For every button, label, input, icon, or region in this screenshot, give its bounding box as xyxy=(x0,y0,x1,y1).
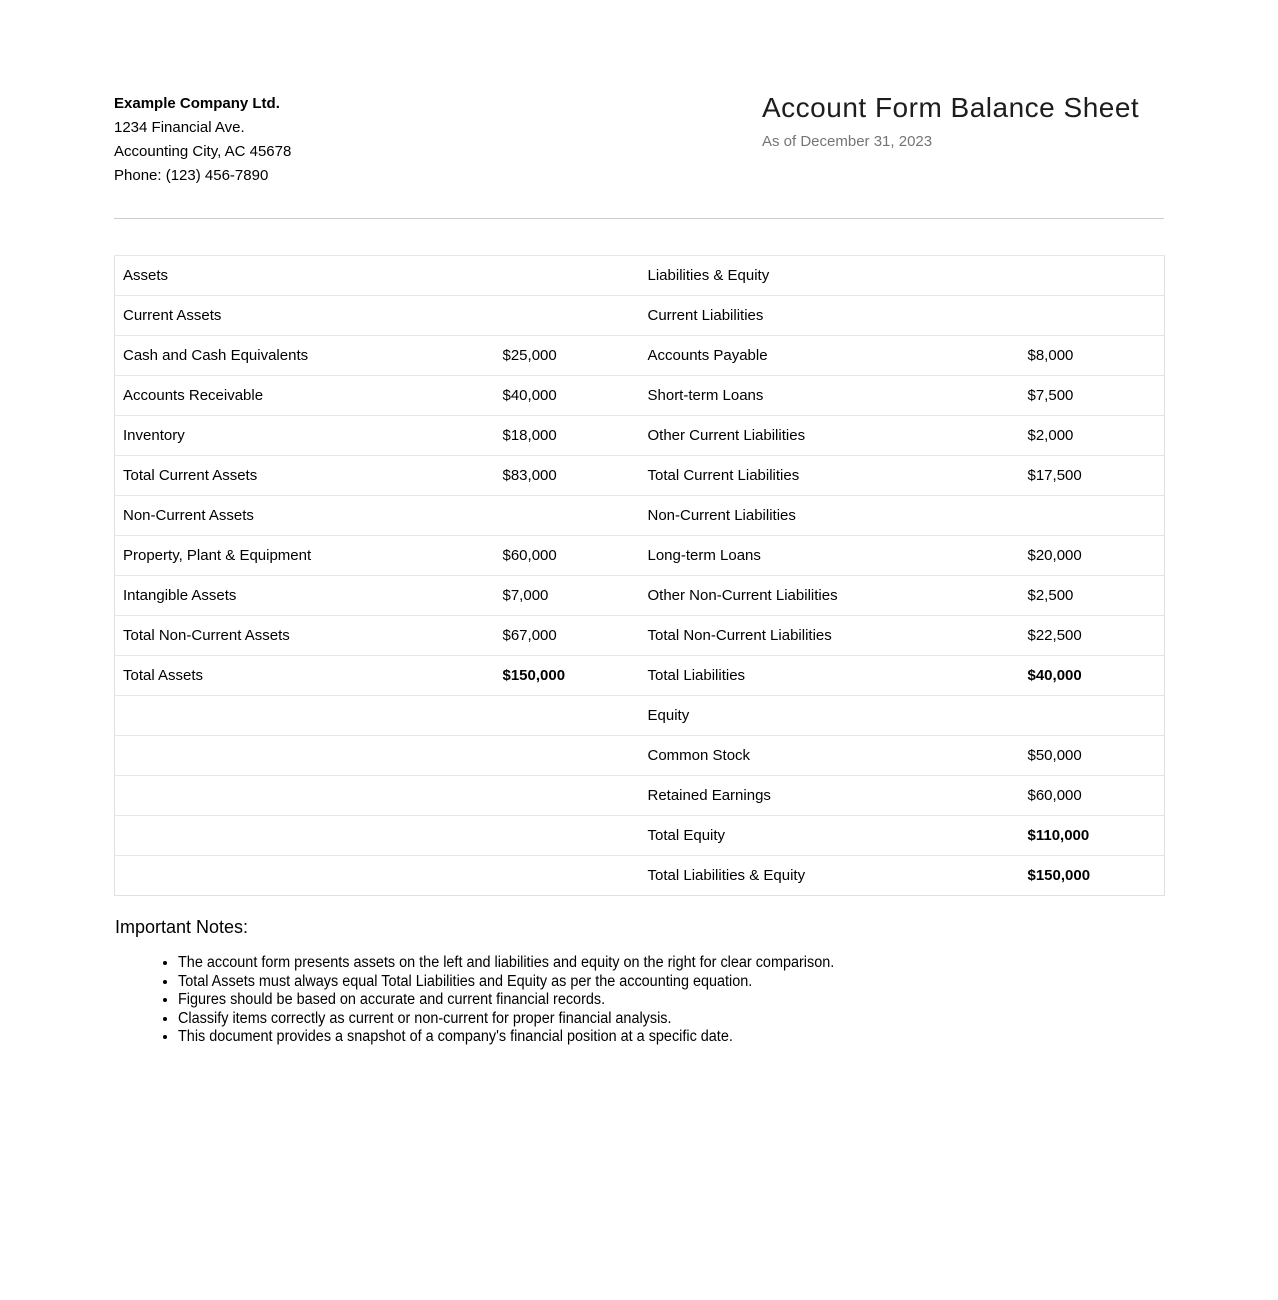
liabilities-equity-header-value xyxy=(1020,256,1165,296)
company-address-line2: Accounting City, AC 45678 xyxy=(114,143,292,160)
account-value: $2,500 xyxy=(1020,576,1165,616)
account-value xyxy=(1020,696,1165,736)
table-row xyxy=(115,536,1165,576)
account-label xyxy=(115,736,495,776)
account-label: Short-term Loans xyxy=(640,376,1020,416)
account-value: $150,000 xyxy=(1020,856,1165,896)
account-value xyxy=(1020,296,1165,336)
notes-list xyxy=(114,954,1164,1047)
account-value: $67,000 xyxy=(495,616,640,656)
company-block xyxy=(114,92,291,188)
table-row xyxy=(115,496,1165,536)
account-label: Total Assets xyxy=(115,656,495,696)
account-value: $2,000 xyxy=(1020,416,1165,456)
company-phone: Phone: (123) 456-7890 xyxy=(114,167,269,184)
account-label xyxy=(115,776,495,816)
table-row xyxy=(115,696,1165,736)
page-title: Account Form Balance Sheet xyxy=(762,92,1140,123)
account-value xyxy=(495,856,640,896)
account-value: $18,000 xyxy=(495,416,640,456)
header-divider xyxy=(114,218,1164,219)
note-item xyxy=(178,1028,1164,1047)
balance-sheet-table xyxy=(114,255,1165,896)
company-name: Example Company Ltd. xyxy=(114,95,280,112)
account-value: $22,500 xyxy=(1020,616,1165,656)
account-value xyxy=(495,496,640,536)
table-row xyxy=(115,296,1165,336)
account-label: Long-term Loans xyxy=(640,536,1020,576)
account-label: Cash and Cash Equivalents xyxy=(115,336,495,376)
table-row xyxy=(115,456,1165,496)
account-value: $40,000 xyxy=(495,376,640,416)
account-value: $25,000 xyxy=(495,336,640,376)
table-row xyxy=(115,656,1165,696)
account-label: Retained Earnings xyxy=(640,776,1020,816)
account-value: $7,000 xyxy=(495,576,640,616)
account-label: Total Current Liabilities xyxy=(640,456,1020,496)
account-value xyxy=(495,736,640,776)
account-label: Total Liabilities xyxy=(640,656,1020,696)
account-label: Other Current Liabilities xyxy=(640,416,1020,456)
account-label: Current Liabilities xyxy=(640,296,1020,336)
account-label: Total Current Assets xyxy=(115,456,495,496)
note-item xyxy=(178,954,1164,973)
account-label: Total Non-Current Assets xyxy=(115,616,495,656)
account-label: Total Equity xyxy=(640,816,1020,856)
table-row xyxy=(115,856,1165,896)
account-value: $60,000 xyxy=(495,536,640,576)
account-label: Accounts Receivable xyxy=(115,376,495,416)
account-value xyxy=(495,696,640,736)
table-row xyxy=(115,736,1165,776)
account-value xyxy=(495,296,640,336)
account-label: Equity xyxy=(640,696,1020,736)
table-row xyxy=(115,336,1165,376)
account-value: $150,000 xyxy=(495,656,640,696)
company-address-line1: 1234 Financial Ave. xyxy=(114,119,245,136)
table-row xyxy=(115,416,1165,456)
account-label: Common Stock xyxy=(640,736,1020,776)
account-value xyxy=(1020,496,1165,536)
assets-header: Assets xyxy=(115,256,495,296)
balance-sheet-body xyxy=(115,256,1165,896)
account-value: $110,000 xyxy=(1020,816,1165,856)
account-label: Total Liabilities & Equity xyxy=(640,856,1020,896)
account-label: Total Non-Current Liabilities xyxy=(640,616,1020,656)
account-label xyxy=(115,696,495,736)
note-item xyxy=(178,991,1164,1010)
table-row xyxy=(115,616,1165,656)
note-text: Figures should be based on accurate and current financial records. xyxy=(178,991,606,1008)
liabilities-equity-header: Liabilities & Equity xyxy=(640,256,1020,296)
note-item xyxy=(178,1010,1164,1029)
account-label: Other Non-Current Liabilities xyxy=(640,576,1020,616)
notes-title: Important Notes: xyxy=(115,917,249,937)
table-row xyxy=(115,776,1165,816)
account-value xyxy=(495,776,640,816)
account-label xyxy=(115,856,495,896)
account-label: Current Assets xyxy=(115,296,495,336)
table-row xyxy=(115,816,1165,856)
account-value: $8,000 xyxy=(1020,336,1165,376)
note-text: Total Assets must always equal Total Liabilities and Equity as per the accounting equation. xyxy=(178,972,753,990)
account-label: Property, Plant & Equipment xyxy=(115,536,495,576)
table-header-row xyxy=(115,256,1165,296)
account-value: $7,500 xyxy=(1020,376,1165,416)
assets-header-value xyxy=(495,256,640,296)
note-text: This document provides a snapshot of a company's financial position at a specific date. xyxy=(178,1028,733,1045)
title-block xyxy=(762,92,1164,150)
account-value: $83,000 xyxy=(495,456,640,496)
note-item xyxy=(178,973,1164,992)
account-value: $40,000 xyxy=(1020,656,1165,696)
account-value xyxy=(495,816,640,856)
account-value: $60,000 xyxy=(1020,776,1165,816)
account-label: Intangible Assets xyxy=(115,576,495,616)
note-text: Classify items correctly as current or non-current for proper financial analysis. xyxy=(178,1009,672,1027)
letterhead xyxy=(114,92,1164,188)
table-row xyxy=(115,576,1165,616)
account-label: Inventory xyxy=(115,416,495,456)
account-value: $20,000 xyxy=(1020,536,1165,576)
account-value: $17,500 xyxy=(1020,456,1165,496)
account-label xyxy=(115,816,495,856)
page-subtitle: As of December 31, 2023 xyxy=(762,133,933,150)
account-label: Non-Current Assets xyxy=(115,496,495,536)
note-text: The account form presents assets on the left and liabilities and equity on the right for clear comparison. xyxy=(178,954,835,971)
account-label: Non-Current Liabilities xyxy=(640,496,1020,536)
account-value: $50,000 xyxy=(1020,736,1165,776)
table-row xyxy=(115,376,1165,416)
account-label: Accounts Payable xyxy=(640,336,1020,376)
